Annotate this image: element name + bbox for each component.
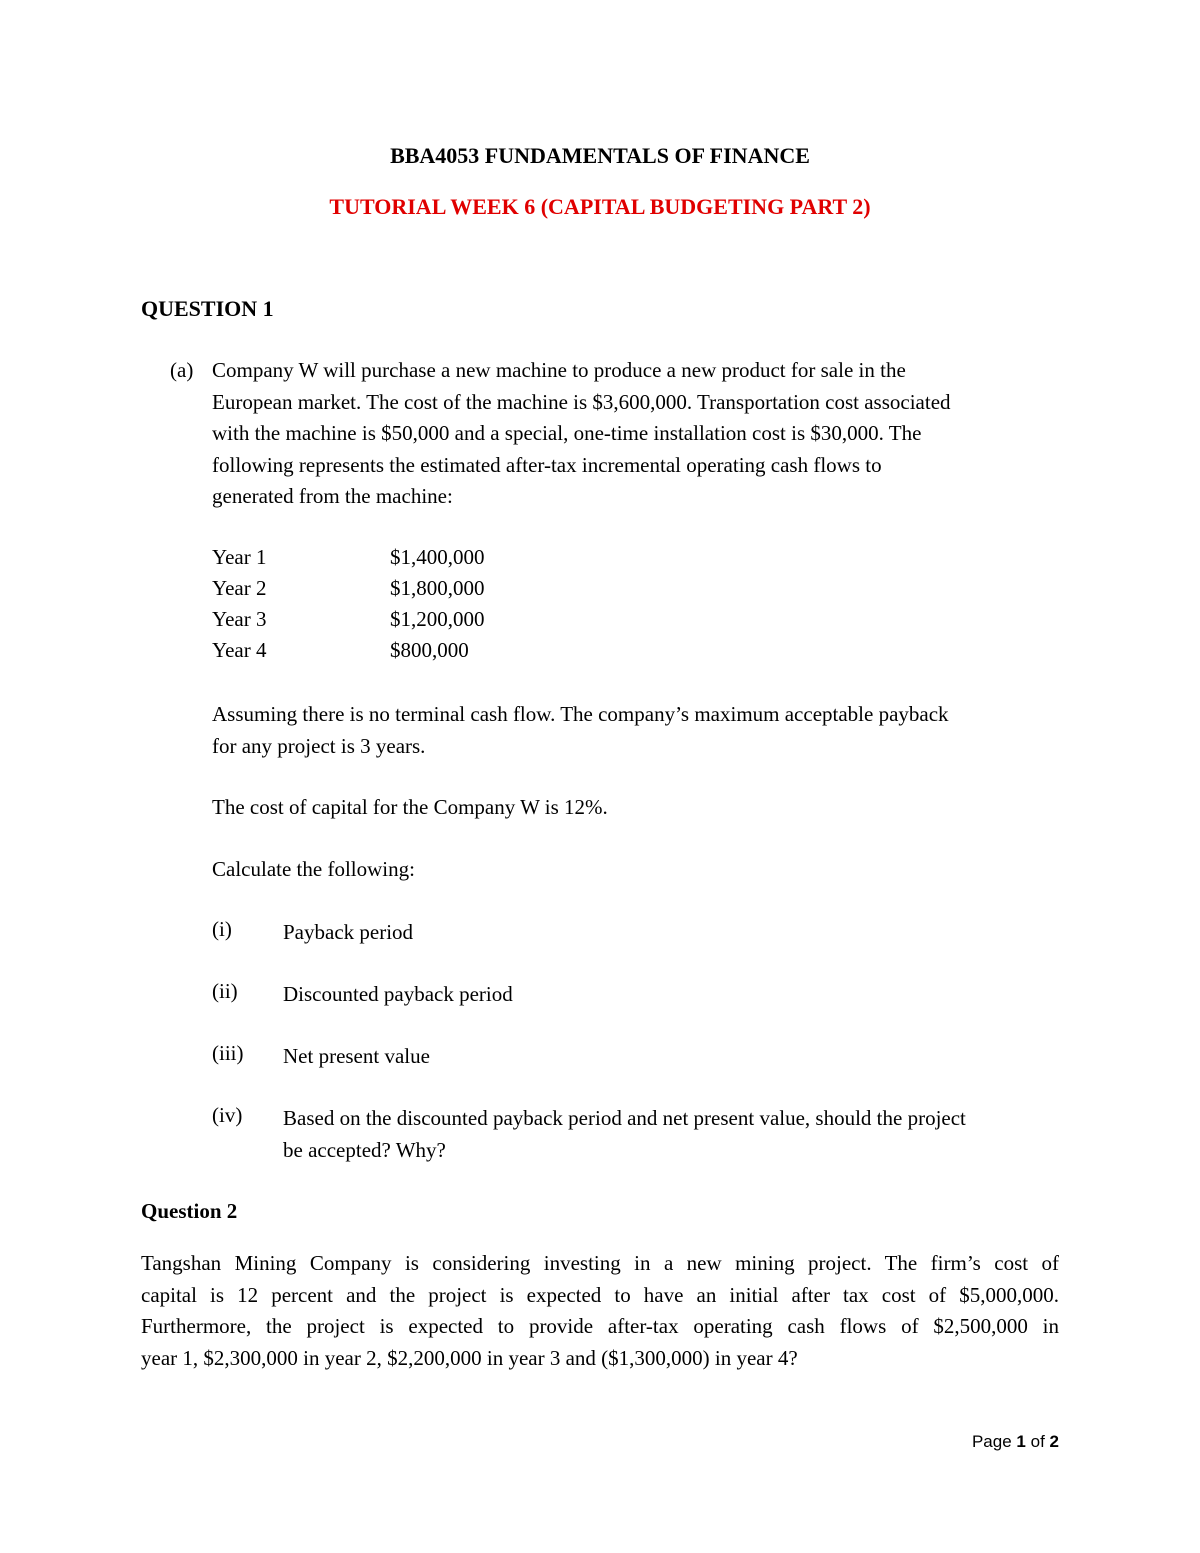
paragraph-line: following represents the estimated after-tax incremental operating cash flows to [212,452,882,477]
assumption-paragraph [212,699,949,762]
question-2-heading: Question 2 [141,1199,238,1223]
subpart-text: Net present value [283,1044,430,1068]
question-2-paragraph [141,1248,1059,1374]
paragraph-line: European market. The cost of the machine is $3,600,000. Transportation cost associated [212,389,951,414]
cash-flow-year: Year 1 [212,545,267,569]
question-1-heading: QUESTION 1 [141,296,274,321]
cash-flow-amount: $1,400,000 [390,545,485,569]
page-number [972,1432,1059,1452]
page-total: 2 [1049,1432,1059,1451]
paragraph-line: with the machine is $50,000 and a special, one-time installation cost is $30,000. The [212,421,922,445]
cash-flow-amount: $1,200,000 [390,607,485,631]
cash-flow-year: Year 2 [212,576,267,600]
page-label: Page [971,1432,1012,1451]
subpart-text: Payback period [283,920,414,944]
cash-flow-amount: $1,800,000 [390,576,485,600]
subpart-label: (ii) [212,979,238,1003]
subpart-text: Discounted payback period [283,982,513,1006]
paragraph-line: Tangshan Mining Company is considering investing in a new mining project. The firm’s cost of [141,1251,1059,1275]
paragraph-line: Assuming there is no terminal cash flow. The company’s maximum acceptable payback [212,702,949,726]
paragraph-line: Company W will purchase a new machine to produce a new product for sale in the [212,358,906,382]
cost-of-capital-text: The cost of capital for the Company W is 12%. [212,795,608,819]
paragraph-line: Furthermore, the project is expected to provide after-tax operating cash flows of $2,500,000 in [141,1314,1059,1338]
instruction-text: Calculate the following: [212,857,415,881]
course-title: BBA4053 FUNDAMENTALS OF FINANCE [390,143,810,168]
page-current: 1 [1016,1432,1026,1451]
paragraph-line: for any project is 3 years. [212,733,426,758]
paragraph-line: Based on the discounted payback period and net present value, should the project [283,1106,966,1130]
subpart-label: (iii) [212,1041,244,1065]
paragraph-line: generated from the machine: [212,484,453,508]
paragraph-line: year 1, $2,300,000 in year 2, $2,200,000 in year 3 and ($1,300,000) in year 4? [141,1345,798,1370]
part-a-paragraph [212,355,1062,513]
tutorial-title: TUTORIAL WEEK 6 (CAPITAL BUDGETING PART 2) [329,194,871,219]
paragraph-line: capital is 12 percent and the project is expected to have an initial after tax cost of $5,000,000. [141,1282,1059,1307]
page-of: of [1030,1432,1045,1451]
cash-flow-year: Year 3 [212,607,267,631]
cash-flow-year: Year 4 [212,638,267,662]
cash-flow-amount: $800,000 [390,638,469,662]
paragraph-line: be accepted? Why? [283,1137,446,1162]
part-a-label: (a) [170,358,194,382]
subpart-text [283,1103,966,1166]
subpart-label: (iv) [212,1103,243,1127]
subpart-label: (i) [212,917,232,941]
